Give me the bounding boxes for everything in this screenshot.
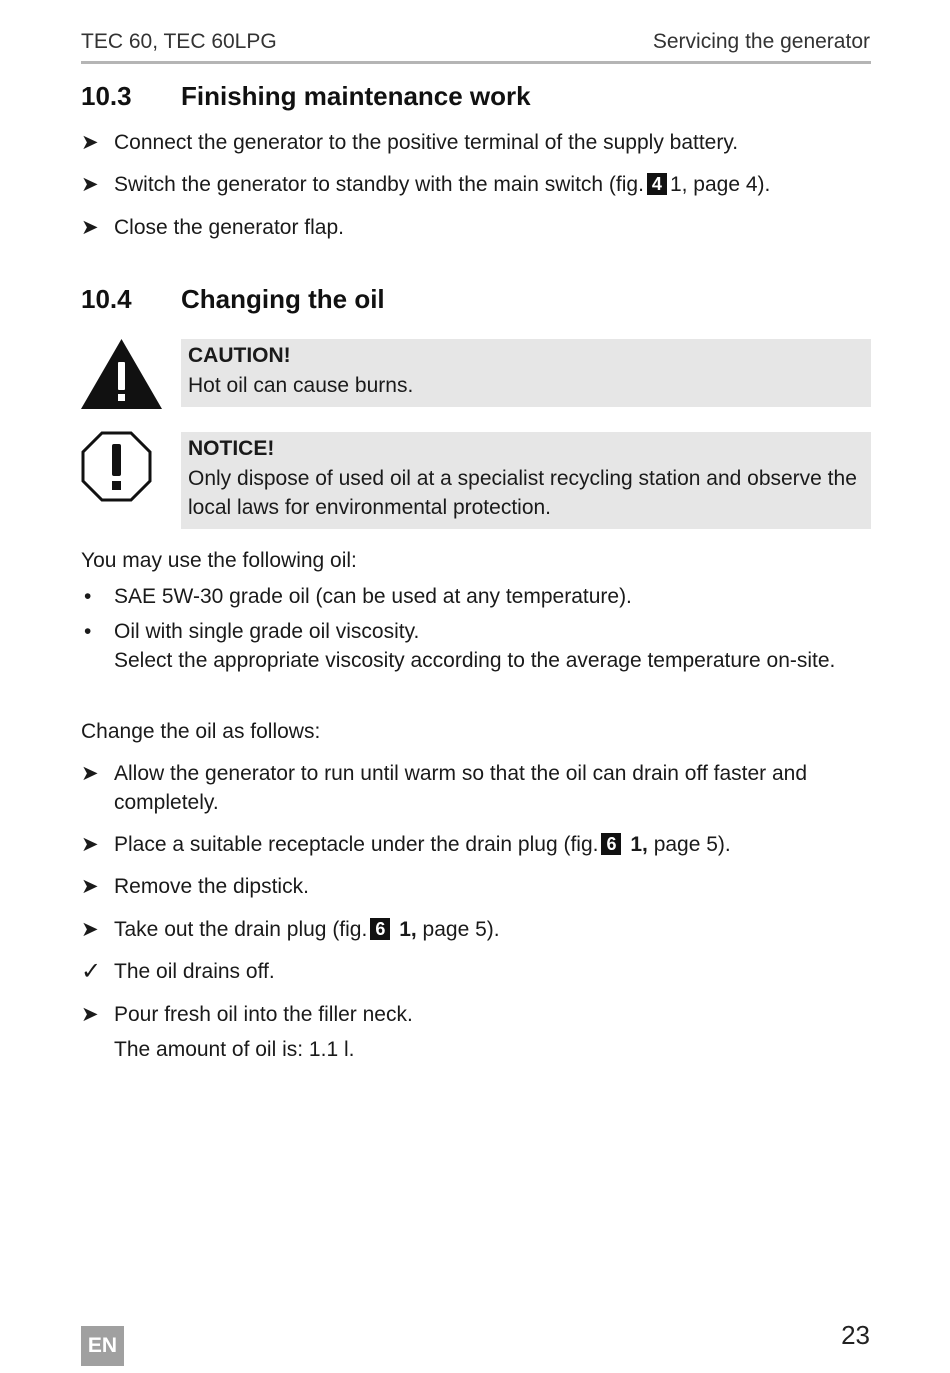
arrow-icon: ➤ bbox=[81, 216, 99, 239]
step-text-part: page 5). bbox=[653, 833, 731, 856]
warning-triangle-icon bbox=[80, 338, 163, 410]
figure-ref-badge: 6 bbox=[370, 918, 390, 940]
section-10-4-heading bbox=[81, 284, 871, 316]
step-text-line-2: completely. bbox=[114, 791, 219, 814]
step-text: Pour fresh oil into the filler neck. bbox=[114, 1003, 413, 1026]
step-text: Close the generator flap. bbox=[114, 216, 344, 239]
notice-text-line-1: Only dispose of used oil at a specialist recycling station and observe the bbox=[188, 467, 857, 490]
step-text-part: Switch the generator to standby with the main switch (fig. bbox=[114, 173, 644, 196]
arrow-icon: ➤ bbox=[81, 833, 99, 856]
step-text-part: 1, page 4). bbox=[669, 173, 771, 196]
arrow-icon: ➤ bbox=[81, 131, 99, 154]
notice-octagon-icon bbox=[81, 431, 152, 502]
position-ref: 1, bbox=[399, 918, 417, 941]
section-10-3-heading bbox=[81, 81, 871, 113]
section-title: Finishing maintenance work bbox=[181, 81, 531, 111]
notice-box bbox=[181, 432, 871, 529]
oil-amount-text: The amount of oil is: 1.1 l. bbox=[114, 1038, 355, 1061]
step-text-line-1: Allow the generator to run until warm so that the oil can drain off faster and bbox=[114, 762, 807, 785]
arrow-icon: ➤ bbox=[81, 762, 99, 785]
page-number: 23 bbox=[841, 1320, 870, 1350]
section-title: Changing the oil bbox=[181, 284, 385, 314]
oil-intro-text: You may use the following oil: bbox=[81, 549, 357, 572]
arrow-icon: ➤ bbox=[81, 1003, 99, 1026]
step-text-part: page 5). bbox=[422, 918, 500, 941]
notice-title: NOTICE! bbox=[188, 437, 275, 460]
step-text bbox=[114, 170, 871, 199]
caution-title: CAUTION! bbox=[188, 344, 291, 367]
arrow-icon: ➤ bbox=[81, 875, 99, 898]
figure-ref-badge: 4 bbox=[647, 173, 667, 195]
step-text bbox=[114, 830, 871, 859]
step-text: Connect the generator to the positive terminal of the supply battery. bbox=[114, 131, 739, 154]
bullet-icon: • bbox=[84, 620, 92, 643]
header-chapter: Servicing the generator bbox=[652, 30, 870, 53]
check-icon: ✓ bbox=[81, 958, 102, 985]
bullet-text-line-2: Select the appropriate viscosity according to the average temperature on-site. bbox=[114, 649, 836, 672]
change-intro-text: Change the oil as follows: bbox=[81, 720, 321, 743]
step-text-part: Take out the drain plug (fig. bbox=[114, 918, 368, 941]
step-text: Remove the dipstick. bbox=[114, 875, 309, 898]
section-number: 10.4 bbox=[81, 284, 132, 314]
arrow-icon: ➤ bbox=[81, 173, 99, 196]
figure-ref-badge: 6 bbox=[601, 833, 621, 855]
position-ref: 1, bbox=[630, 833, 648, 856]
section-number: 10.3 bbox=[81, 81, 132, 111]
caution-box bbox=[181, 339, 871, 407]
notice-text-line-2: local laws for environmental protection. bbox=[188, 496, 552, 519]
bullet-icon: • bbox=[84, 585, 92, 608]
bullet-text: Oil with single grade oil viscosity. bbox=[114, 620, 420, 643]
header-divider bbox=[81, 61, 871, 64]
step-text bbox=[114, 915, 871, 944]
arrow-icon: ➤ bbox=[81, 918, 99, 941]
language-badge: EN bbox=[81, 1326, 124, 1366]
result-text: The oil drains off. bbox=[114, 960, 275, 983]
caution-text: Hot oil can cause burns. bbox=[188, 374, 414, 397]
bullet-text: SAE 5W-30 grade oil (can be used at any temperature). bbox=[114, 585, 632, 608]
step-text-part: Place a suitable receptacle under the drain plug (fig. bbox=[114, 833, 599, 856]
header-product: TEC 60, TEC 60LPG bbox=[81, 30, 277, 53]
